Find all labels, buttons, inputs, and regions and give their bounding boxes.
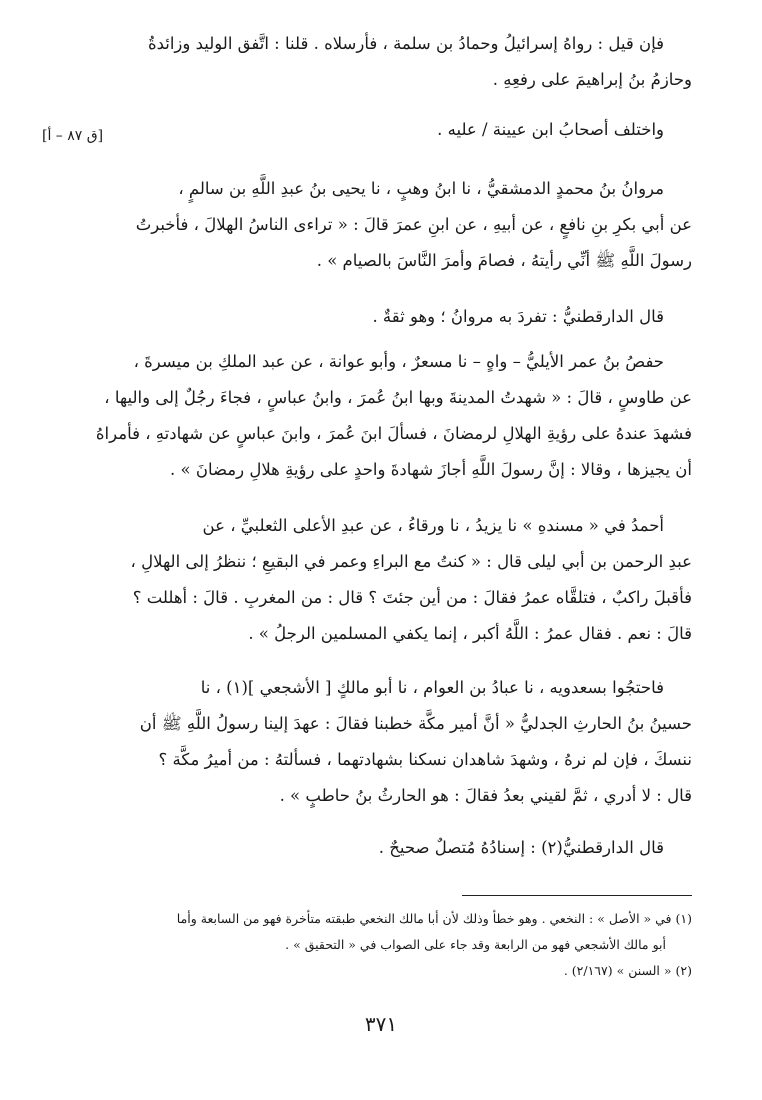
footnotes	[66, 906, 692, 984]
paragraph-daraqutni-comment-1	[70, 299, 692, 335]
text-line: عن أبي بكرِ بنِ نافعٍ ، عن أبيهِ ، عن ابنِ عمرَ قالَ : « تراءى الناسُ الهلالَ ، فأخبرتُ	[135, 215, 692, 234]
text-line: عن طاوسٍ ، قالَ : « شهدتُ المدينةَ وبها ابنُ عُمرَ ، وابنُ عباسٍ ، فجاءَ رجُلٌ إلى واليها ،	[104, 388, 692, 407]
text-line: قال : لا أدري ، ثمَّ لقيني بعدُ فقالَ : هو الحارثُ بنُ حاطبٍ » .	[279, 786, 692, 805]
footnote-2: (٢) « السنن » (٢/١٦٧) .	[563, 963, 692, 978]
text-line: فأقبلَ راكبٌ ، فتلقَّاه عمرُ فقالَ : من أين جئتَ ؟ قال : من المغربِ . قالَ : أهللت ؟	[132, 588, 692, 607]
text-line: وحازمُ بنُ إبراهيمَ على رفعِهِ .	[492, 70, 692, 89]
text-line: أحمدُ في « مسندهِ » نا يزيدُ ، نا ورقاءُ ، عن عبدِ الأعلى الثعلبيِّ ، عن	[202, 516, 664, 535]
paragraph-daraqutni-comment-2	[70, 830, 692, 866]
text-line: واختلف أصحابُ ابن عيينة / عليه .	[437, 120, 664, 139]
text-line: مروانُ بنُ محمدٍ الدمشقيُّ ، نا ابنُ وهبٍ ، نا يحيى بنُ عبدِ اللَّهِ بن سالمٍ ،	[178, 179, 664, 198]
text-line: حسينُ بنُ الحارثِ الجدليُّ « أنَّ أمير مكَّة خطبنا فقالَ : عهدَ إلينا رسولُ اللَّهِ ﷺ أن	[139, 714, 692, 733]
text-line: قالَ : نعم . فقال عمرُ : اللَّهُ أكبر ، إنما يكفي المسلمين الرجلُ » .	[248, 624, 692, 643]
manuscript-folio-reference: [ق ٨٧ – أ]	[42, 128, 104, 144]
text-line: قال الدارقطنيُّ(٢) : إسنادُهُ مُتصلٌ صحيحٌ .	[378, 838, 664, 857]
paragraph-objection-reply	[70, 26, 692, 148]
page-number: ٣٧١	[364, 1012, 398, 1036]
paragraph-ahmad-musnad-hadith	[70, 508, 692, 652]
footnote-1: (١) في « الأصل » : النخعي . وهو خطأ وذلك لأن أبا مالك النخعي طبقته متأخرة فهو من السابعة وأما	[176, 911, 692, 926]
paragraph-saadawayh-hadith	[70, 670, 692, 814]
text-line: رسولَ اللَّهِ ﷺ أنِّي رأيتهُ ، فصامَ وأمرَ النَّاسَ بالصيام » .	[316, 251, 692, 270]
paragraph-hafs-hadith	[70, 344, 692, 488]
text-line: عبدِ الرحمن بن أبي ليلى قال : « كنتُ مع البراءِ وعمر في البقيعِ ؛ ننظرُ إلى الهلالِ ،	[130, 552, 692, 571]
paragraph-marwan-hadith	[70, 171, 692, 279]
text-line: ننسكَ ، فإن لم نرهُ ، وشهدَ شاهدان نسكنا بشهادتهما ، فسألتهُ : من أميرُ مكَّة ؟	[158, 750, 692, 769]
footnote-1-continuation: أبو مالك الأشجعي فهو من الرابعة وقد جاء على الصواب في « التحقيق » .	[285, 937, 666, 952]
text-line: فاحتجُوا بسعدويه ، نا عبادُ بن العوام ، نا أبو مالكٍ [ الأشجعي ](١) ، نا	[200, 678, 664, 697]
text-line: فإن قيل : رواهُ إسرائيلُ وحمادُ بن سلمة ، فأرسلاه . قلنا : اتَّفق الوليد وزائدةُ	[147, 34, 664, 53]
text-line: قال الدارقطنيُّ : تفردَ به مروانُ ؛ وهو ثقةٌ .	[372, 307, 664, 326]
text-line: حفصُ بنُ عمر الأيليُّ – واهٍ – نا مسعرٌ ، وأبو عوانة ، عن عبد الملكِ بن ميسرةَ ،	[133, 352, 664, 371]
text-line: أن يجيزها ، وقالا : إنَّ رسولَ اللَّهِ أجازَ شهادةَ واحدٍ على رؤيةِ هلالِ رمضانَ » .	[170, 460, 692, 479]
footnote-separator	[462, 895, 692, 896]
text-line: فشهدَ عندهُ على رؤيةِ الهلالِ لرمضانَ ، فسألَ ابنَ عُمرَ ، وابنَ عباسٍ عن شهادتهِ ، فأمراهُ	[95, 424, 692, 443]
